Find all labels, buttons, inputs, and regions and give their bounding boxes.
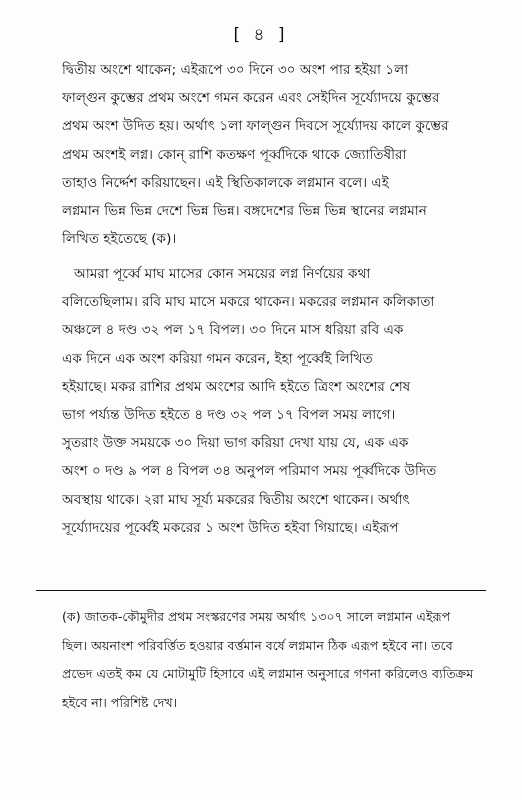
text-line: লগ্নমান ভিন্ন ভিন্ন দেশে ভিন্ন ভিন্ন। বঙ্গদেশের ভিন্ন ভিন্ন স্থানের লগ্নমান — [62, 203, 427, 220]
text-line: অবস্থায় থাকে। ২রা মাঘ সূর্য্য মকরের দ্বিতীয় অংশে থাকেন। অর্থাৎ — [62, 491, 410, 508]
page-number: [ ৪ ] — [233, 25, 289, 45]
footnote-divider — [36, 590, 486, 591]
footnote — [62, 603, 489, 717]
text-line: হইয়াছে। মকর রাশির প্রথম অংশের আদি হইতে ত্রিংশ অংশের শেষ — [62, 378, 411, 395]
text-line: ফাল্গুন কুম্ভের প্রথম অংশে গমন করেন এবং সেইদিন সূর্য্যোদয়ে কুম্ভের — [62, 90, 440, 107]
text-line: তাহাও নির্দ্দেশ করিয়াছেন। এই স্থিতিকালকে লগ্নমান বলে। এই — [62, 174, 389, 191]
footnote-line: ছিল। অয়নাংশ পরিবর্ত্তিত হওয়ার বর্ত্তমান বর্ষে লগ্নমান ঠিক এরূপ হইবে না। তবে — [62, 637, 453, 653]
footnote-line: প্রভেদ এতই কম যে মোটামুটি হিসাবে এই লগ্নমান অনুসারে গণনা করিলেও ব্যতিক্রম — [62, 666, 474, 681]
text-line: এক দিনে এক অংশ করিয়া গমন করেন, ইহা পূর্ব্বেই লিখিত — [62, 350, 373, 367]
text-line: প্রথম অংশই লগ্ন। কোন্ রাশি কতক্ষণ পূর্ব্বদিকে থাকে জ্যোতিষীরা — [62, 146, 407, 163]
paragraph-2 — [62, 260, 489, 542]
text-line: অঞ্চলে ৪ দণ্ড ৩২ পল ১৭ বিপল। ৩০ দিনে মাস ধরিয়া রবি এক — [62, 322, 404, 339]
text-line: প্রথম অংশ উদিত হয়। অর্থাৎ ১লা ফাল্গুন দিবসে সূর্য্যোদয় কালে কুম্ভের — [62, 118, 449, 135]
footnote-line: (ক) জাতক-কৌমুদীর প্রথম সংস্করণের সময় অর্থাৎ ১৩০৭ সালে লগ্নমান এইরূপ — [62, 609, 451, 624]
text-line: ভাগ পর্য্যন্ত উদিত হইতে ৪ দণ্ড ৩২ পল ১৭ বিপল সময় লাগে। — [62, 407, 396, 424]
text-line: সূর্য্যোদয়ের পূর্ব্বেই মকরের ১ অংশ উদিত হইবা গিয়াছে। এইরূপ — [62, 519, 399, 536]
text-line: আমরা পূর্ব্বে মাঘ মাসের কোন সময়ের লগ্ন নির্ণয়ের কথা — [74, 266, 371, 282]
text-line: দ্বিতীয় অংশে থাকেন; এইরূপে ৩০ দিনে ৩০ অংশ পার হইয়া ১লা — [62, 62, 409, 78]
footnote-line: হইবে না। পরিশিষ্ট দেখ। — [62, 694, 178, 710]
text-line: বলিতেছিলাম। রবি মাঘ মাসে মকরে থাকেন। মকরের লগ্নমান কলিকাতা — [62, 294, 435, 311]
text-line: অংশ ০ দণ্ড ৯ পল ৪ বিপল ৩৪ অনুপল পরিমাণ সময় পূর্ব্বদিকে উদিত — [62, 463, 437, 480]
paragraph-1 — [62, 56, 489, 253]
text-line: লিখিত হইতেছে (ক)। — [62, 231, 177, 248]
text-line: সুতরাং উক্ত সময়কে ৩০ দিয়া ভাগ করিয়া দেখা যায় যে, এক এক — [62, 435, 409, 452]
